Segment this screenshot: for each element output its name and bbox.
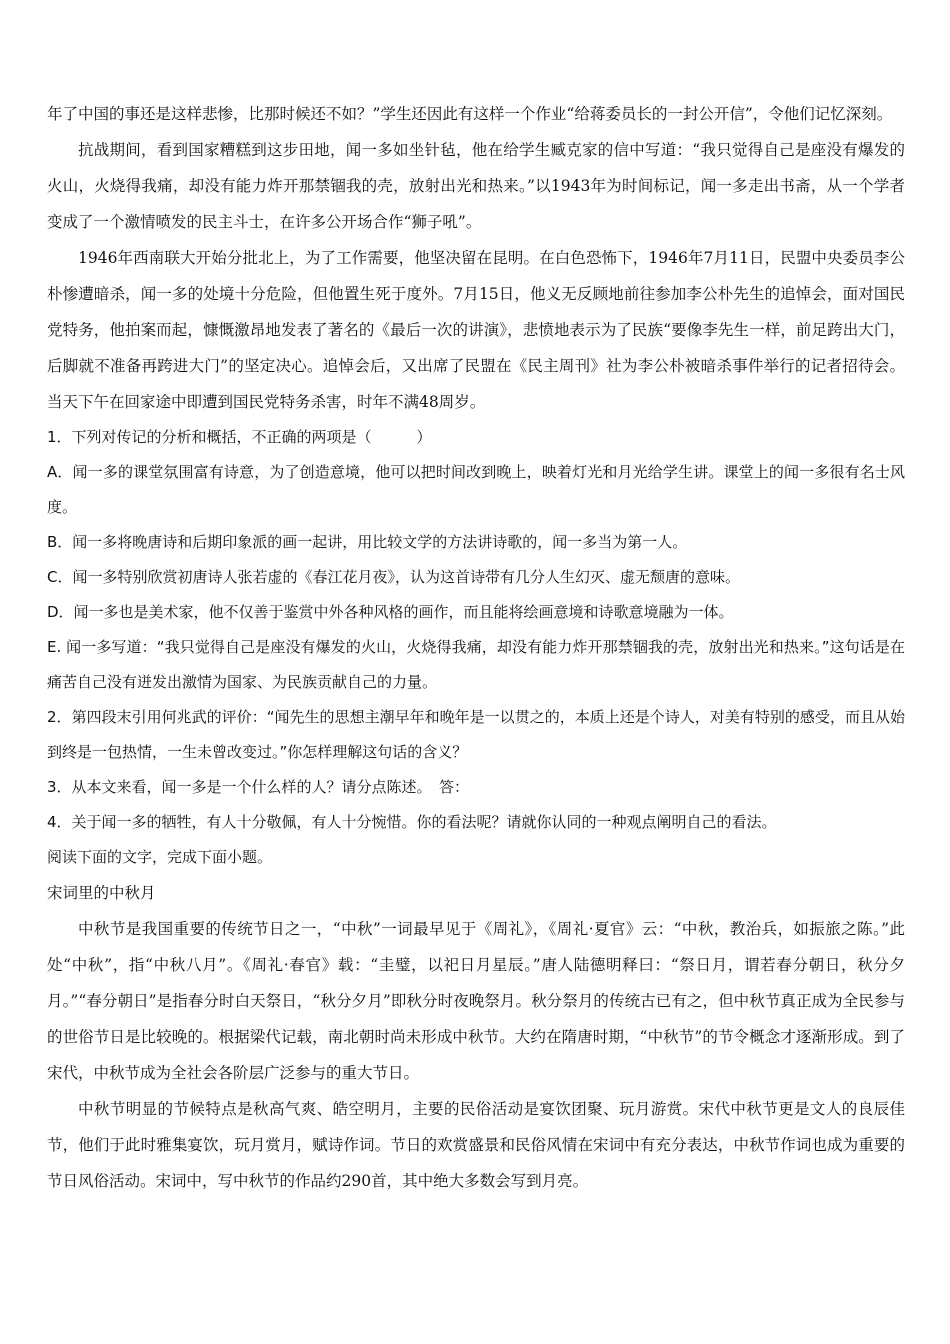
passage2-title: 宋词里的中秋月 <box>47 884 156 902</box>
document-page <box>47 96 905 1199</box>
question-1-option-c: C．闻一多特别欣赏初唐诗人张若虚的《春江花月夜》，认为这首诗带有几分人生幻灭、虚无颓唐的意味。 <box>47 568 740 586</box>
question-3: 3．从本文来看，闻一多是一个什么样的人？请分点陈述。 答： <box>47 778 470 796</box>
question-1-option-e: E. 闻一多写道：“我只觉得自己是座没有爆发的火山，火烧得我痛，却没有能力炸开那禁锢我的壳，放射出光和热来。”这句话是在痛苦自己没有迸发出激情为国家、为民族贡献自己的力量。 <box>47 638 905 691</box>
passage2-paragraph-2: 中秋节明显的节候特点是秋高气爽、皓空明月，主要的民俗活动是宴饮团聚、玩月游赏。宋代中秋节更是文人的良辰佳节，他们于此时雅集宴饮，玩月赏月，赋诗作词。节日的欢赏盛景和民俗风情在宋词中有充分表达，中秋节作词也成为重要的节日风俗活动。宋词中，写中秋节的作品约290首，其中绝大多数会写到月亮。 <box>47 1100 905 1190</box>
passage1-paragraph-1: 年了中国的事还是这样悲惨，比那时候还不如？”学生还因此有这样一个作业“给蒋委员长的一封公开信”，令他们记忆深刻。 <box>47 105 893 123</box>
passage1-paragraph-2: 抗战期间，看到国家糟糕到这步田地，闻一多如坐针毡，他在给学生臧克家的信中写道：“我只觉得自己是座没有爆发的火山，火烧得我痛，却没有能力炸开那禁锢我的壳，放射出光和热来。”以1943年为时间标记，闻一多走出书斋，从一个学者变成了一个激情喷发的民主斗士，在许多公开场合作“狮子吼”。 <box>47 141 905 231</box>
question-1-option-b: B．闻一多将晚唐诗和后期印象派的画一起讲，用比较文学的方法讲诗歌的，闻一多当为第一人。 <box>47 533 688 551</box>
passage2-paragraph-1: 中秋节是我国重要的传统节日之一，“中秋”一词最早见于《周礼》，《周礼·夏官》云：“中秋，教治兵，如振旅之陈。”此处“中秋”，指“中秋八月”。《周礼·春官》载：“圭璧，以祀日月星辰。”唐人陆德明释曰：“祭日月，谓若春分朝日，秋分夕月。”“春分朝日”是指春分时白天祭日，“秋分夕月”即秋分时夜晚祭月。秋分祭月的传统古已有之，但中秋节真正成为全民参与的世俗节日是比较晚的。根据梁代记载，南北朝时尚未形成中秋节。大约在隋唐时期，“中秋节”的节令概念才逐渐形成。到了宋代，中秋节成为全社会各阶层广泛参与的重大节日。 <box>47 920 905 1082</box>
question-1: 1．下列对传记的分析和概括，不正确的两项是（ ） <box>47 428 432 446</box>
question-4: 4．关于闻一多的牺牲，有人十分敬佩，有人十分惋惜。你的看法呢？请就你认同的一种观点阐明自己的看法。 <box>47 813 777 831</box>
reading-instruction: 阅读下面的文字，完成下面小题。 <box>47 848 273 866</box>
question-1-option-a: A．闻一多的课堂氛围富有诗意，为了创造意境，他可以把时间改到晚上，映着灯光和月光给学生讲。课堂上的闻一多很有名士风度。 <box>47 463 905 516</box>
question-1-option-d: D．闻一多也是美术家，他不仅善于鉴赏中外各种风格的画作，而且能将绘画意境和诗歌意境融为一体。 <box>47 603 734 621</box>
question-2: 2．第四段末引用何兆武的评价：“闻先生的思想主潮早年和晚年是一以贯之的，本质上还是个诗人，对美有特别的感受，而且从始到终是一包热情，一生未曾改变过。”你怎样理解这句话的含义？ <box>47 708 905 761</box>
passage1-paragraph-3: 1946年西南联大开始分批北上，为了工作需要，他坚决留在昆明。在白色恐怖下，1946年7月11日，民盟中央委员李公朴惨遭暗杀，闻一多的处境十分危险，但他置生死于度外。7月15日，他义无反顾地前往参加李公朴先生的追悼会，面对国民党特务，他拍案而起，慷慨激昂地发表了著名的《最后一次的讲演》，悲愤地表示为了民族“要像李先生一样，前足跨出大门，后脚就不准备再跨进大门”的坚定决心。追悼会后，又出席了民盟在《民主周刊》社为李公朴被暗杀事件举行的记者招待会。当天下午在回家途中即遭到国民党特务杀害，时年不满48周岁。 <box>47 249 905 411</box>
